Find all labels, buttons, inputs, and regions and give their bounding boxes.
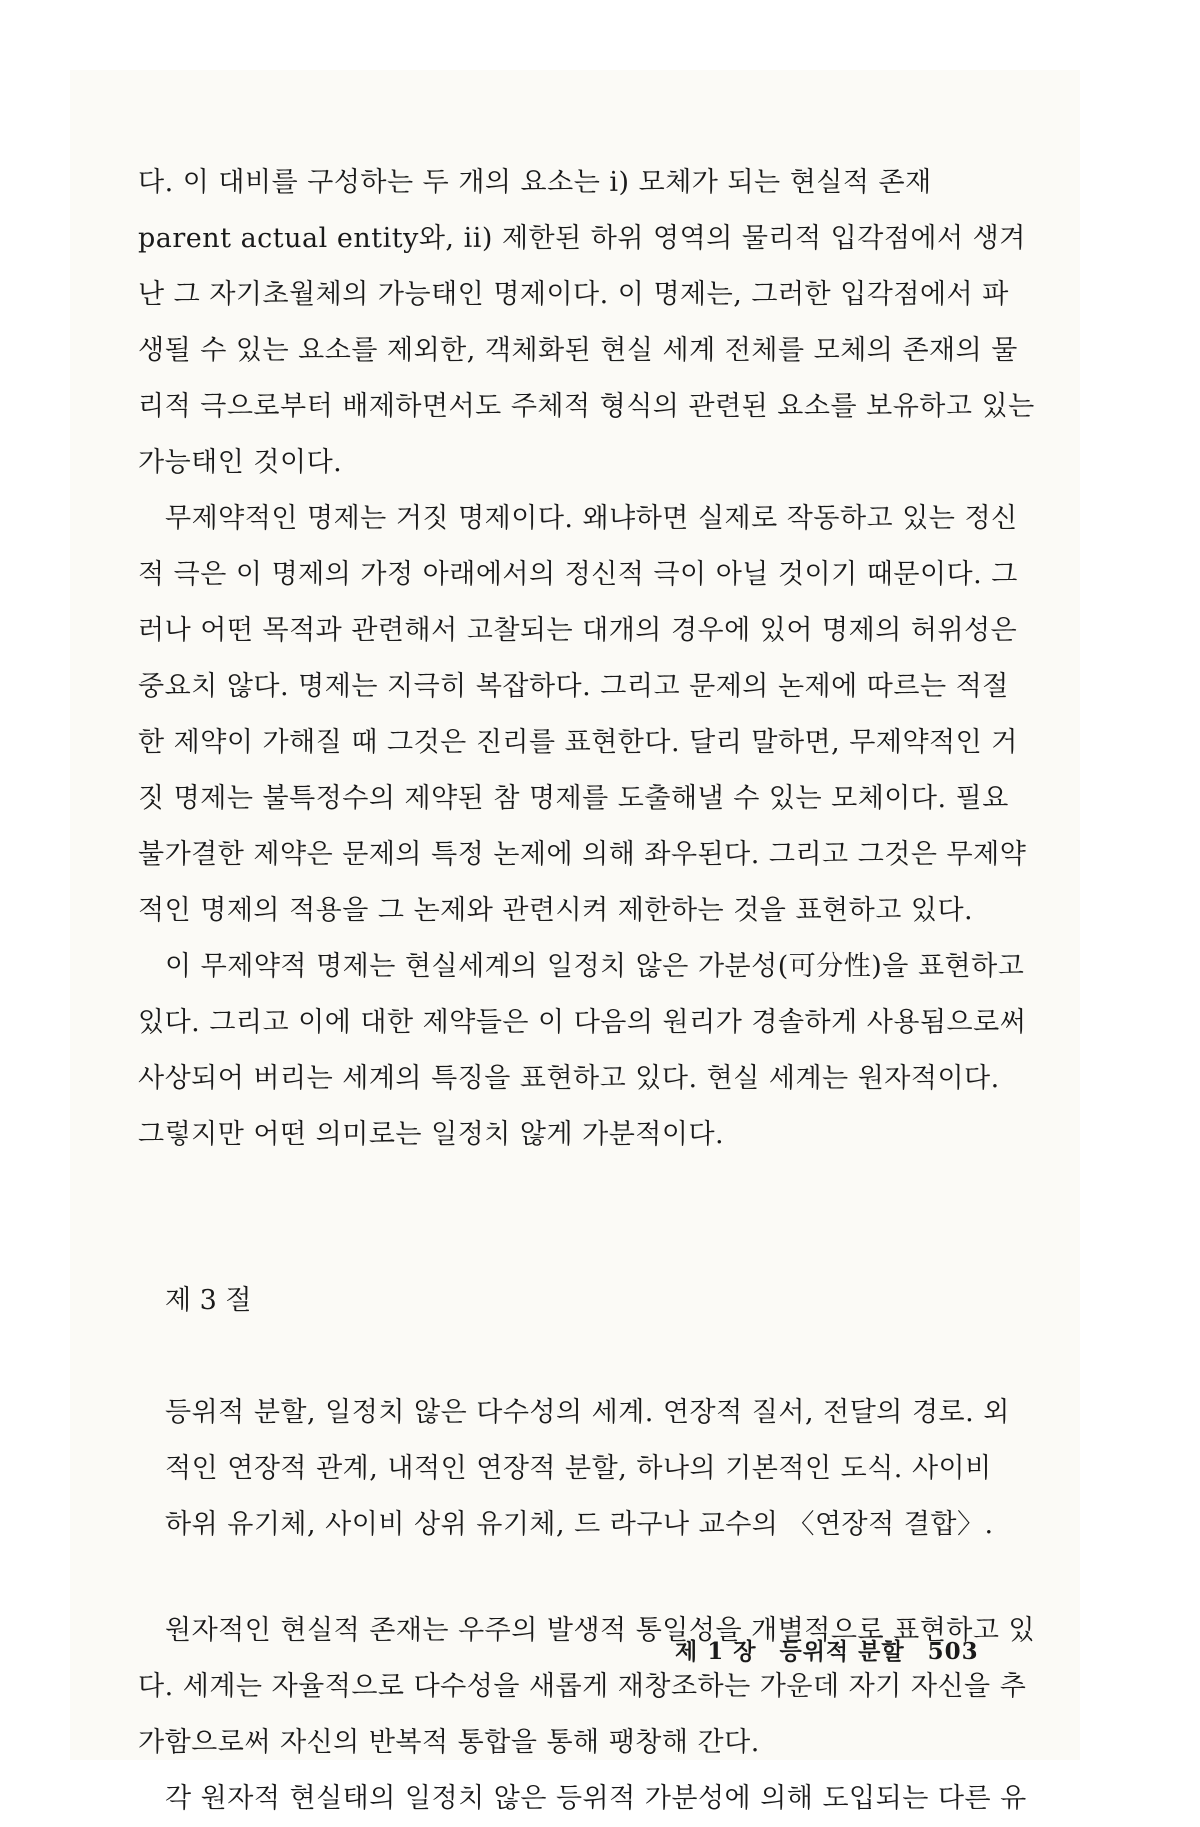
text-line: 사상되어 버리는 세계의 특징을 표현하고 있다. 현실 세계는 원자적이다. xyxy=(138,1063,1000,1094)
paragraph-divisibility xyxy=(138,939,1028,1163)
text-line: 가능태인 것이다. xyxy=(138,447,343,478)
section-summary xyxy=(138,1385,1028,1553)
paragraph-atomic-entity xyxy=(138,1603,1036,1771)
text-line: 있다. 그리고 이에 대한 제약들은 이 다음의 원리가 경솔하게 사용됨으로써 xyxy=(138,1007,1027,1038)
section-heading: 제 3 절 xyxy=(165,1285,252,1316)
running-footer xyxy=(675,1633,993,1666)
text-line: 가함으로써 자신의 반복적 통합을 통해 팽창해 간다. xyxy=(138,1727,760,1758)
text-line: 원자적인 현실적 존재는 우주의 발생적 통일성을 개별적으로 표현하고 있 xyxy=(165,1615,1036,1646)
text-line: parent actual entity와, ii) 제한된 하위 영역의 물리적 입각점에서 생겨 xyxy=(138,223,1026,254)
text-line: 리적 극으로부터 배제하면서도 주체적 형식의 관련된 요소를 보유하고 있는 xyxy=(138,391,1035,422)
text-line: 각 원자적 현실태의 일정치 않은 등위적 가분성에 의해 도입되는 다른 유 xyxy=(165,1783,1027,1814)
text-line: 적인 명제의 적용을 그 논제와 관련시켜 제한하는 것을 표현하고 있다. xyxy=(138,895,974,926)
footer-title: 등위적 분할 xyxy=(779,1638,905,1665)
text-line: 러나 어떤 목적과 관련해서 고찰되는 대개의 경우에 있어 명제의 허위성은 xyxy=(138,615,1018,646)
paragraph-unconditioned-proposition xyxy=(138,491,1028,939)
text-line: 불가결한 제약은 문제의 특정 논제에 의해 좌우된다. 그리고 그것은 무제약 xyxy=(138,839,1027,870)
summary-line: 하위 유기체, 사이비 상위 유기체, 드 라구나 교수의 〈연장적 결합〉. xyxy=(165,1509,994,1540)
summary-line: 등위적 분할, 일정치 않은 다수성의 세계. 연장적 질서, 전달의 경로. 외 xyxy=(165,1397,1010,1428)
text-line: 다. 세계는 자율적으로 다수성을 새롭게 재창조하는 가운데 자기 자신을 추 xyxy=(138,1671,1027,1702)
paragraph-coordinate-divisibility xyxy=(138,1771,1028,1827)
text-line: 생될 수 있는 요소를 제외한, 객체화된 현실 세계 전체를 모체의 존재의 물 xyxy=(138,335,1018,366)
text-line: 이 무제약적 명제는 현실세계의 일정치 않은 가분성(可分性)을 표현하고 xyxy=(165,951,1025,982)
summary-line: 적인 연장적 관계, 내적인 연장적 분할, 하나의 기본적인 도식. 사이비 xyxy=(165,1453,992,1484)
footer-chapter: 제 1 장 xyxy=(675,1638,757,1665)
paragraph-continuation xyxy=(138,155,1035,491)
text-line: 그렇지만 어떤 의미로는 일정치 않게 가분적이다. xyxy=(138,1119,725,1150)
text-line: 무제약적인 명제는 거짓 명제이다. 왜냐하면 실제로 작동하고 있는 정신 xyxy=(165,503,1018,534)
text-line: 난 그 자기초월체의 가능태인 명제이다. 이 명제는, 그러한 입각점에서 파 xyxy=(138,279,1009,310)
text-line: 중요치 않다. 명제는 지극히 복잡하다. 그리고 문제의 논제에 따르는 적절 xyxy=(138,671,1009,702)
page-number: 503 xyxy=(927,1638,979,1665)
text-line: 한 제약이 가해질 때 그것은 진리를 표현한다. 달리 말하면, 무제약적인 거 xyxy=(138,727,1018,758)
text-line: 짓 명제는 불특정수의 제약된 참 명제를 도출해낼 수 있는 모체이다. 필요 xyxy=(138,783,1009,814)
page-content xyxy=(138,155,1036,1827)
text-line: 적 극은 이 명제의 가정 아래에서의 정신적 극이 아닐 것이기 때문이다. 그 xyxy=(138,559,1018,590)
text-line: 다. 이 대비를 구성하는 두 개의 요소는 i) 모체가 되는 현실적 존재 xyxy=(138,167,932,198)
